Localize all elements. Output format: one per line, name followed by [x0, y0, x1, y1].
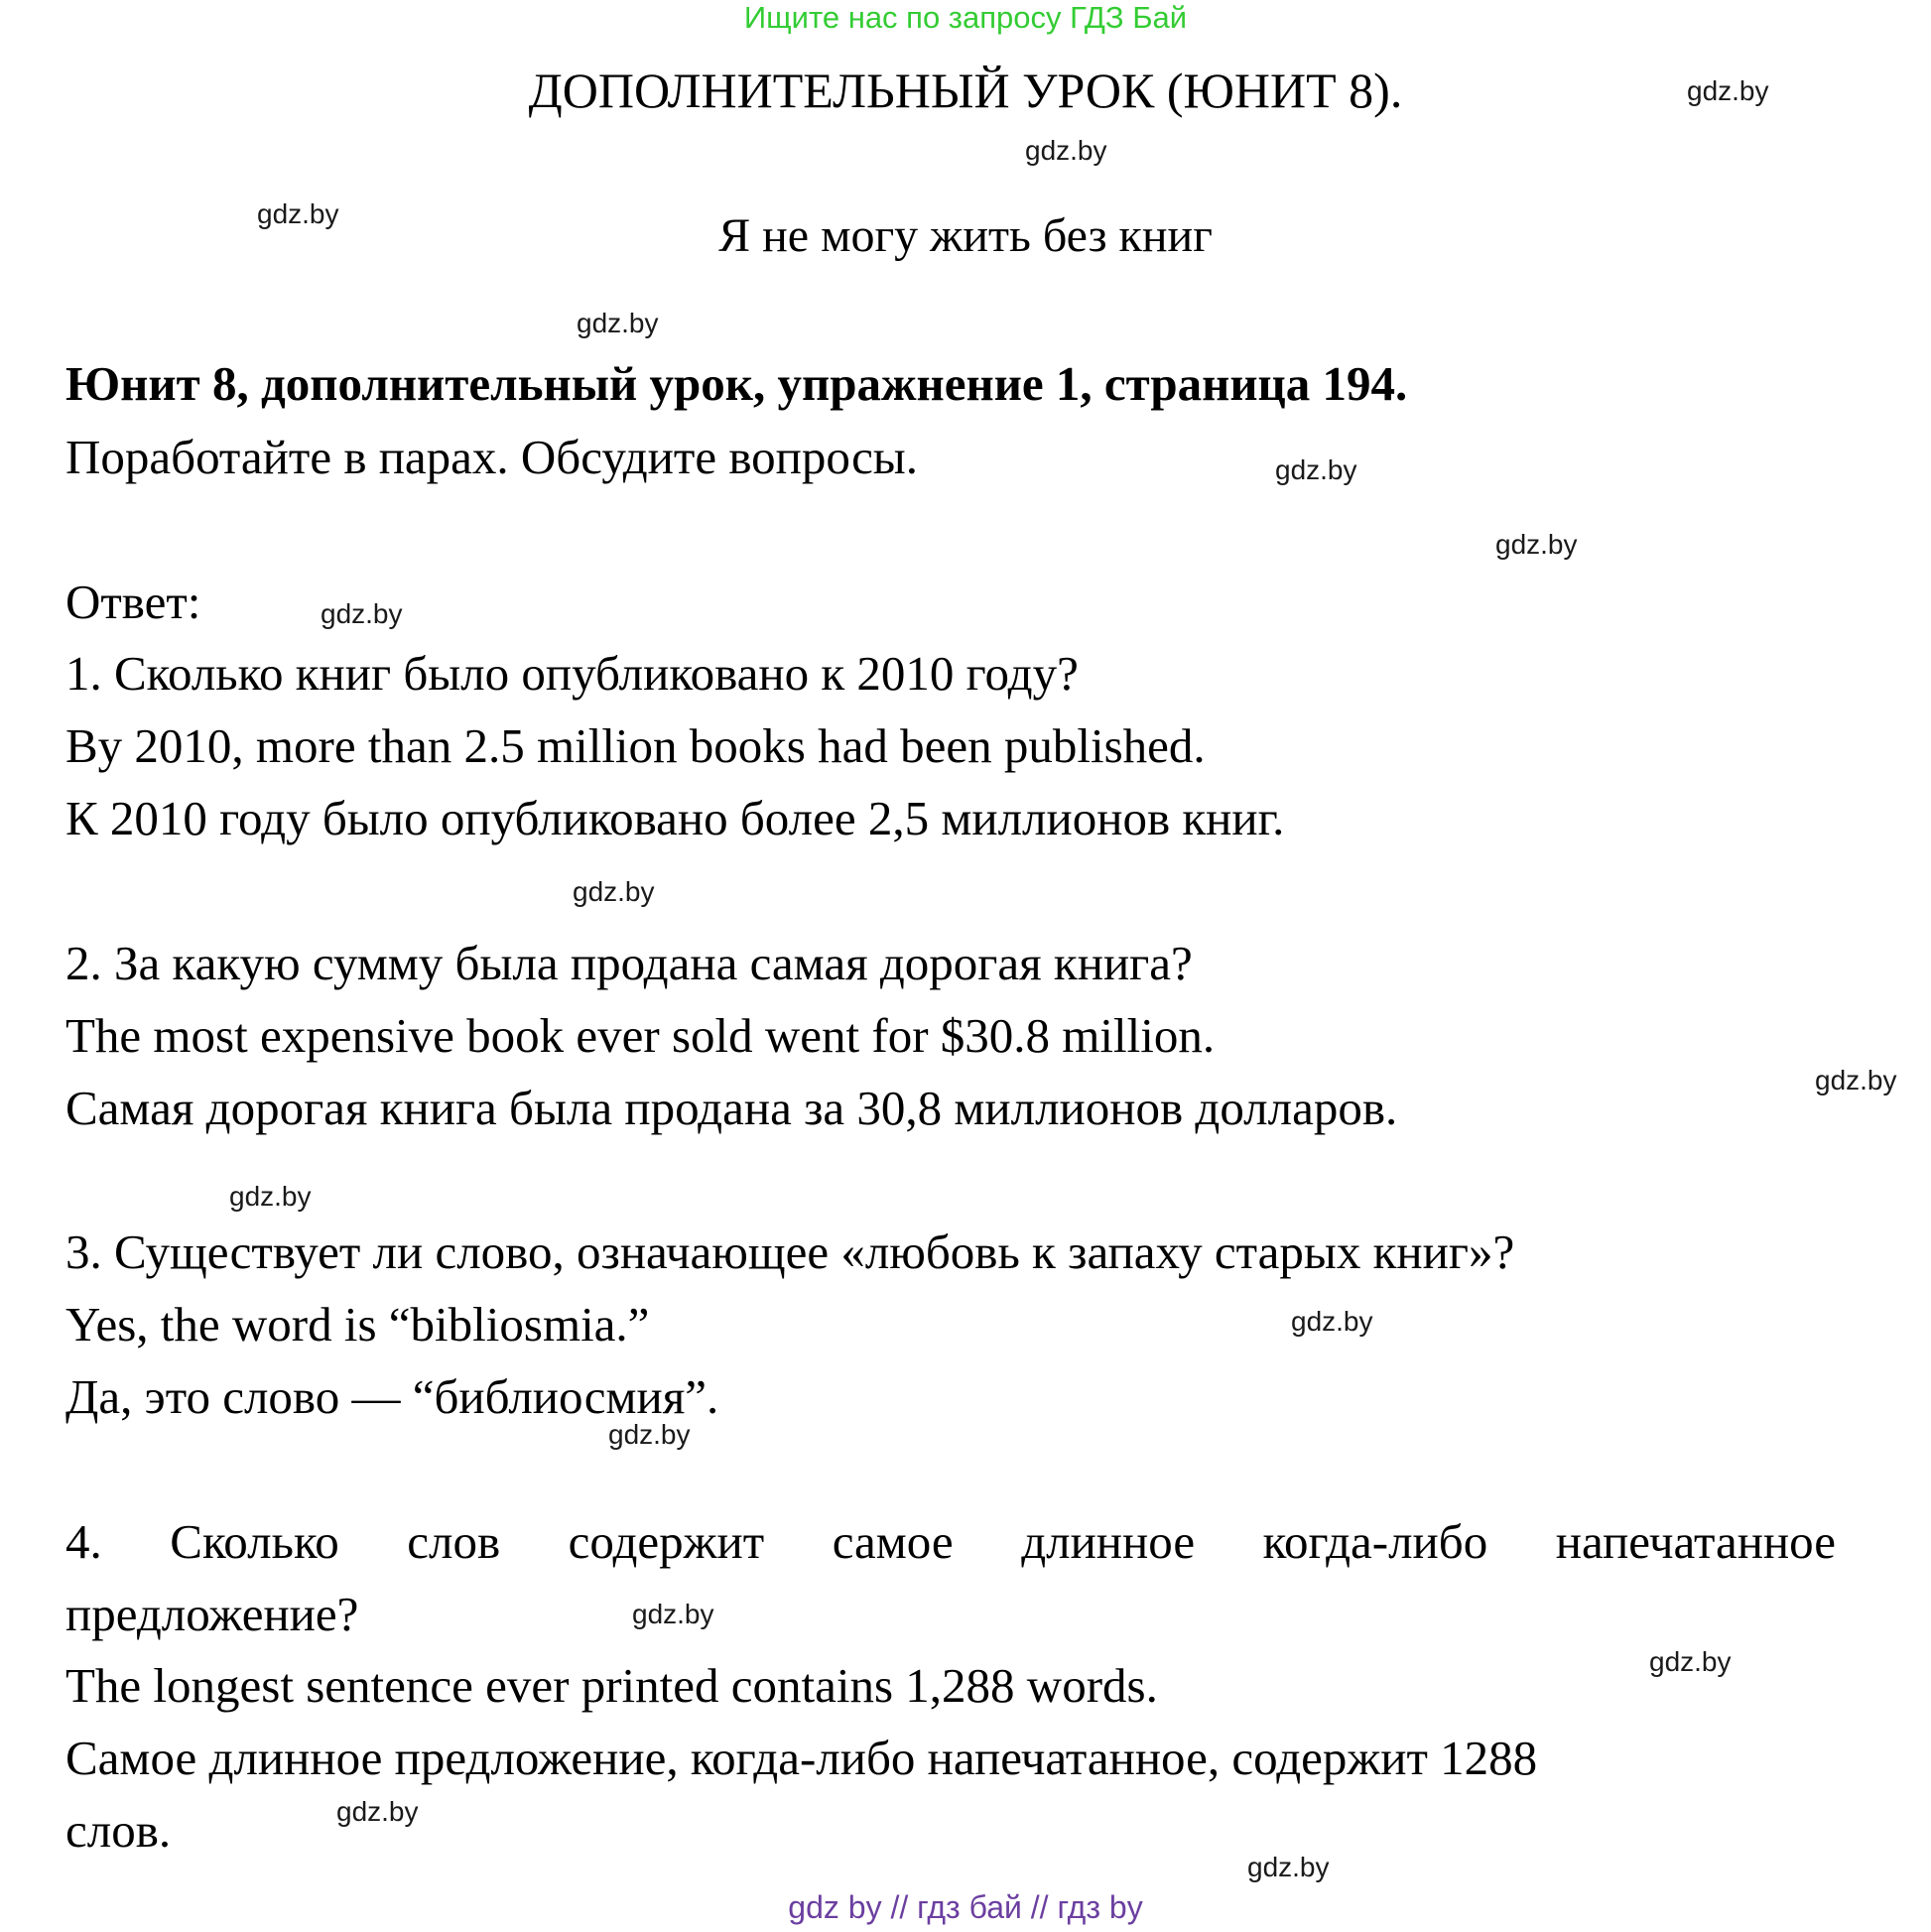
question-text-line-1: 4. Сколько слов содержит самое длинное когда-либо напечатанное — [65, 1514, 1836, 1569]
russian-answer: К 2010 году было опубликовано более 2,5 миллионов книг. — [65, 791, 1285, 845]
russian-answer-line-2: слов. — [65, 1803, 172, 1858]
watermark: gdz.by — [229, 1181, 312, 1212]
question-text: 1. Сколько книг было опубликовано к 2010 году? — [65, 646, 1079, 701]
watermark: gdz.by — [1291, 1306, 1373, 1337]
watermark: gdz.by — [577, 308, 659, 338]
answer-label: Ответ: — [65, 575, 201, 629]
russian-answer: Да, это слово — “библиосмия”. — [65, 1369, 719, 1424]
question-text: 2. За какую сумму была продана самая дорогая книга? — [65, 936, 1193, 990]
top-banner: Ищите нас по запросу ГДЗ Бай — [743, 0, 1188, 35]
watermark: gdz.by — [1275, 454, 1357, 485]
exercise-heading: Юнит 8, дополнительный урок, упражнение 1, страница 194. — [65, 356, 1408, 411]
watermark: gdz.by — [1495, 529, 1578, 560]
question-text: 3. Существует ли слово, означающее «любовь к запаху старых книг»? — [65, 1224, 1515, 1279]
instruction-text: Поработайте в парах. Обсудите вопросы. — [65, 430, 918, 484]
english-answer: Yes, the word is “bibliosmia.” — [65, 1297, 650, 1352]
english-answer: The longest sentence ever printed contains 1,288 words. — [65, 1658, 1158, 1713]
watermark: gdz.by — [608, 1419, 691, 1450]
watermark: gdz.by — [573, 876, 655, 907]
watermark: gdz.by — [632, 1599, 714, 1629]
english-answer: The most expensive book ever sold went for $30.8 million. — [65, 1008, 1216, 1063]
russian-answer: Самая дорогая книга была продана за 30,8 миллионов долларов. — [65, 1081, 1398, 1135]
watermark: gdz.by — [1687, 75, 1769, 106]
watermark: gdz.by — [1649, 1646, 1732, 1677]
watermark: gdz.by — [321, 598, 403, 629]
watermark: gdz.by — [336, 1796, 419, 1827]
question-text-line-2: предложение? — [65, 1587, 359, 1641]
english-answer: By 2010, more than 2.5 million books had been published. — [65, 718, 1206, 773]
footer-watermark: gdz by // гдз бай // гдз by — [788, 1889, 1143, 1925]
page-subtitle: Я не могу жить без книг — [718, 209, 1213, 262]
watermark: gdz.by — [257, 198, 339, 229]
page-title: ДОПОЛНИТЕЛЬНЫЙ УРОК (ЮНИТ 8). — [528, 63, 1403, 118]
watermark: gdz.by — [1247, 1852, 1330, 1882]
watermark: gdz.by — [1025, 135, 1107, 166]
watermark: gdz.by — [1815, 1065, 1897, 1095]
russian-answer-line-1: Самое длинное предложение, когда-либо напечатанное, содержит 1288 — [65, 1731, 1538, 1785]
